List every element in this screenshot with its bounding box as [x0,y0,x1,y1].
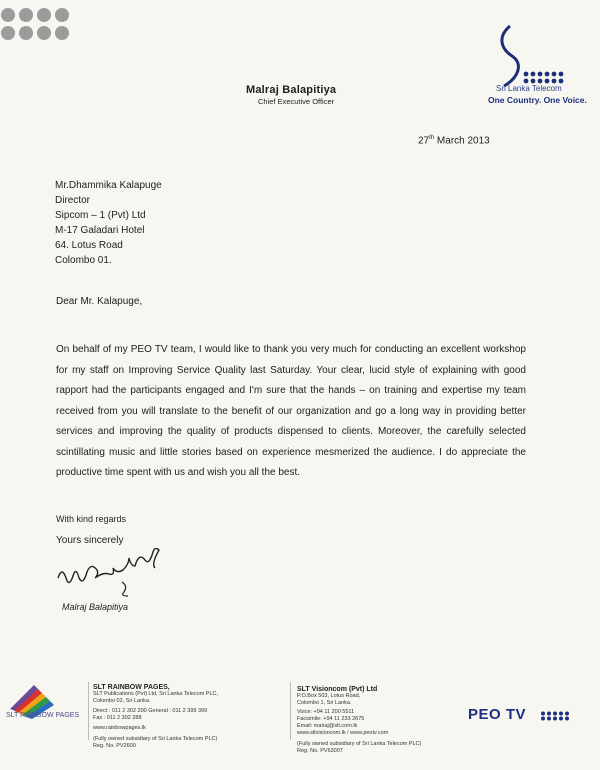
footer-mid-line: Voice: +94 11 200 5511 [297,709,355,715]
signature-name: Malraj Balapitiya [62,602,129,612]
footer-left-line: www.rainbowpages.lk [93,725,146,731]
footer-left-line: Fax : 011 2 302 288 [93,715,142,721]
footer-mid-line: P.O.Box 503, Lotus Road, [297,693,361,699]
footer-divider [88,682,89,740]
footer-left-line: SLT Publications (Pvt) Ltd, Sri Lanka Telecom PLC, [93,691,219,697]
closing: With kind regards [56,514,127,524]
sign-off: Yours sincerely [56,535,124,546]
letter-body: On behalf of my PEO TV team, I would like to thank you very much for conducting an excellent workshop for my staff on Improving Service Quality last Saturday. Your clear, lucid style of explaining with good rapport had the participants engaged and I'm sure that the hands – on training and expertise my team received from you will translate to the benefit of our organization and go a long way in providing better services and improving the quality of products dispensed to clients. Moreover, the carefully selected scintillating music and little stories based on experience mesmerized the audience. I do appreciate the productive time spent with us and wish you all the best. [56,344,526,478]
sender-name: Malraj Balapitiya [246,84,337,96]
footer-mid-reg: Reg. No. PV63007 [297,748,343,754]
letter-date: 27th March 2013 [418,135,490,147]
footer-mid-note: (Fully owned subsidiary of Sri Lanka Telecom PLC) [297,741,422,747]
footer-left-note: (Fully owned subsidiary of Sri Lanka Telecom PLC) [93,736,218,742]
footer-left-line: Colombo 02, Sri Lanka. [93,698,151,704]
salutation: Dear Mr. Kalapuge, [56,296,143,307]
footer-visioncom-info [297,686,457,755]
footer-rainbow-pages-info [93,684,263,750]
footer-left-line: Direct : 011 2 302 200 General : 011 2 399 399 [93,708,208,714]
slt-company-name: Sri Lanka Telecom [496,84,562,93]
recipient-company: Sipcom – 1 (Pvt) Ltd [55,210,146,221]
recipient-address-line: 64. Lotus Road [55,240,123,251]
footer-mid-line: Colombo 1, Sri Lanka. [297,700,352,706]
recipient-address-line: M-17 Galadari Hotel [55,225,145,236]
footer-mid-title: SLT Visioncom (Pvt) Ltd [297,686,378,693]
footer-mid-line: www.sltvisioncom.lk / www.peotv.com [297,730,389,736]
sender-title: Chief Executive Officer [258,97,335,106]
footer-mid-line: Facsimile: +94 11 233 2675 [297,716,365,722]
recipient-title: Director [55,195,91,206]
peo-tv-logo: PEO TV [468,706,527,723]
footer-divider [290,682,291,740]
footer-left-reg: Reg. No. PV2600 [93,743,136,749]
recipient-address [55,178,162,268]
slt-tagline: One Country. One Voice. [488,95,587,105]
letterhead-dots-icon [0,5,80,45]
peo-tv-dots-icon [540,711,576,721]
footer-mid-line: Email: malraj@slt.com.lk [297,723,358,729]
rainbow-pages-logo-text: SLT RAINBOW PAGES [6,712,80,719]
recipient-name: Mr.Dhammika Kalapuge [55,180,162,191]
recipient-address-line: Colombo 01. [55,255,112,266]
signature-icon [52,548,182,608]
footer-left-title: SLT RAINBOW PAGES, [93,684,170,691]
